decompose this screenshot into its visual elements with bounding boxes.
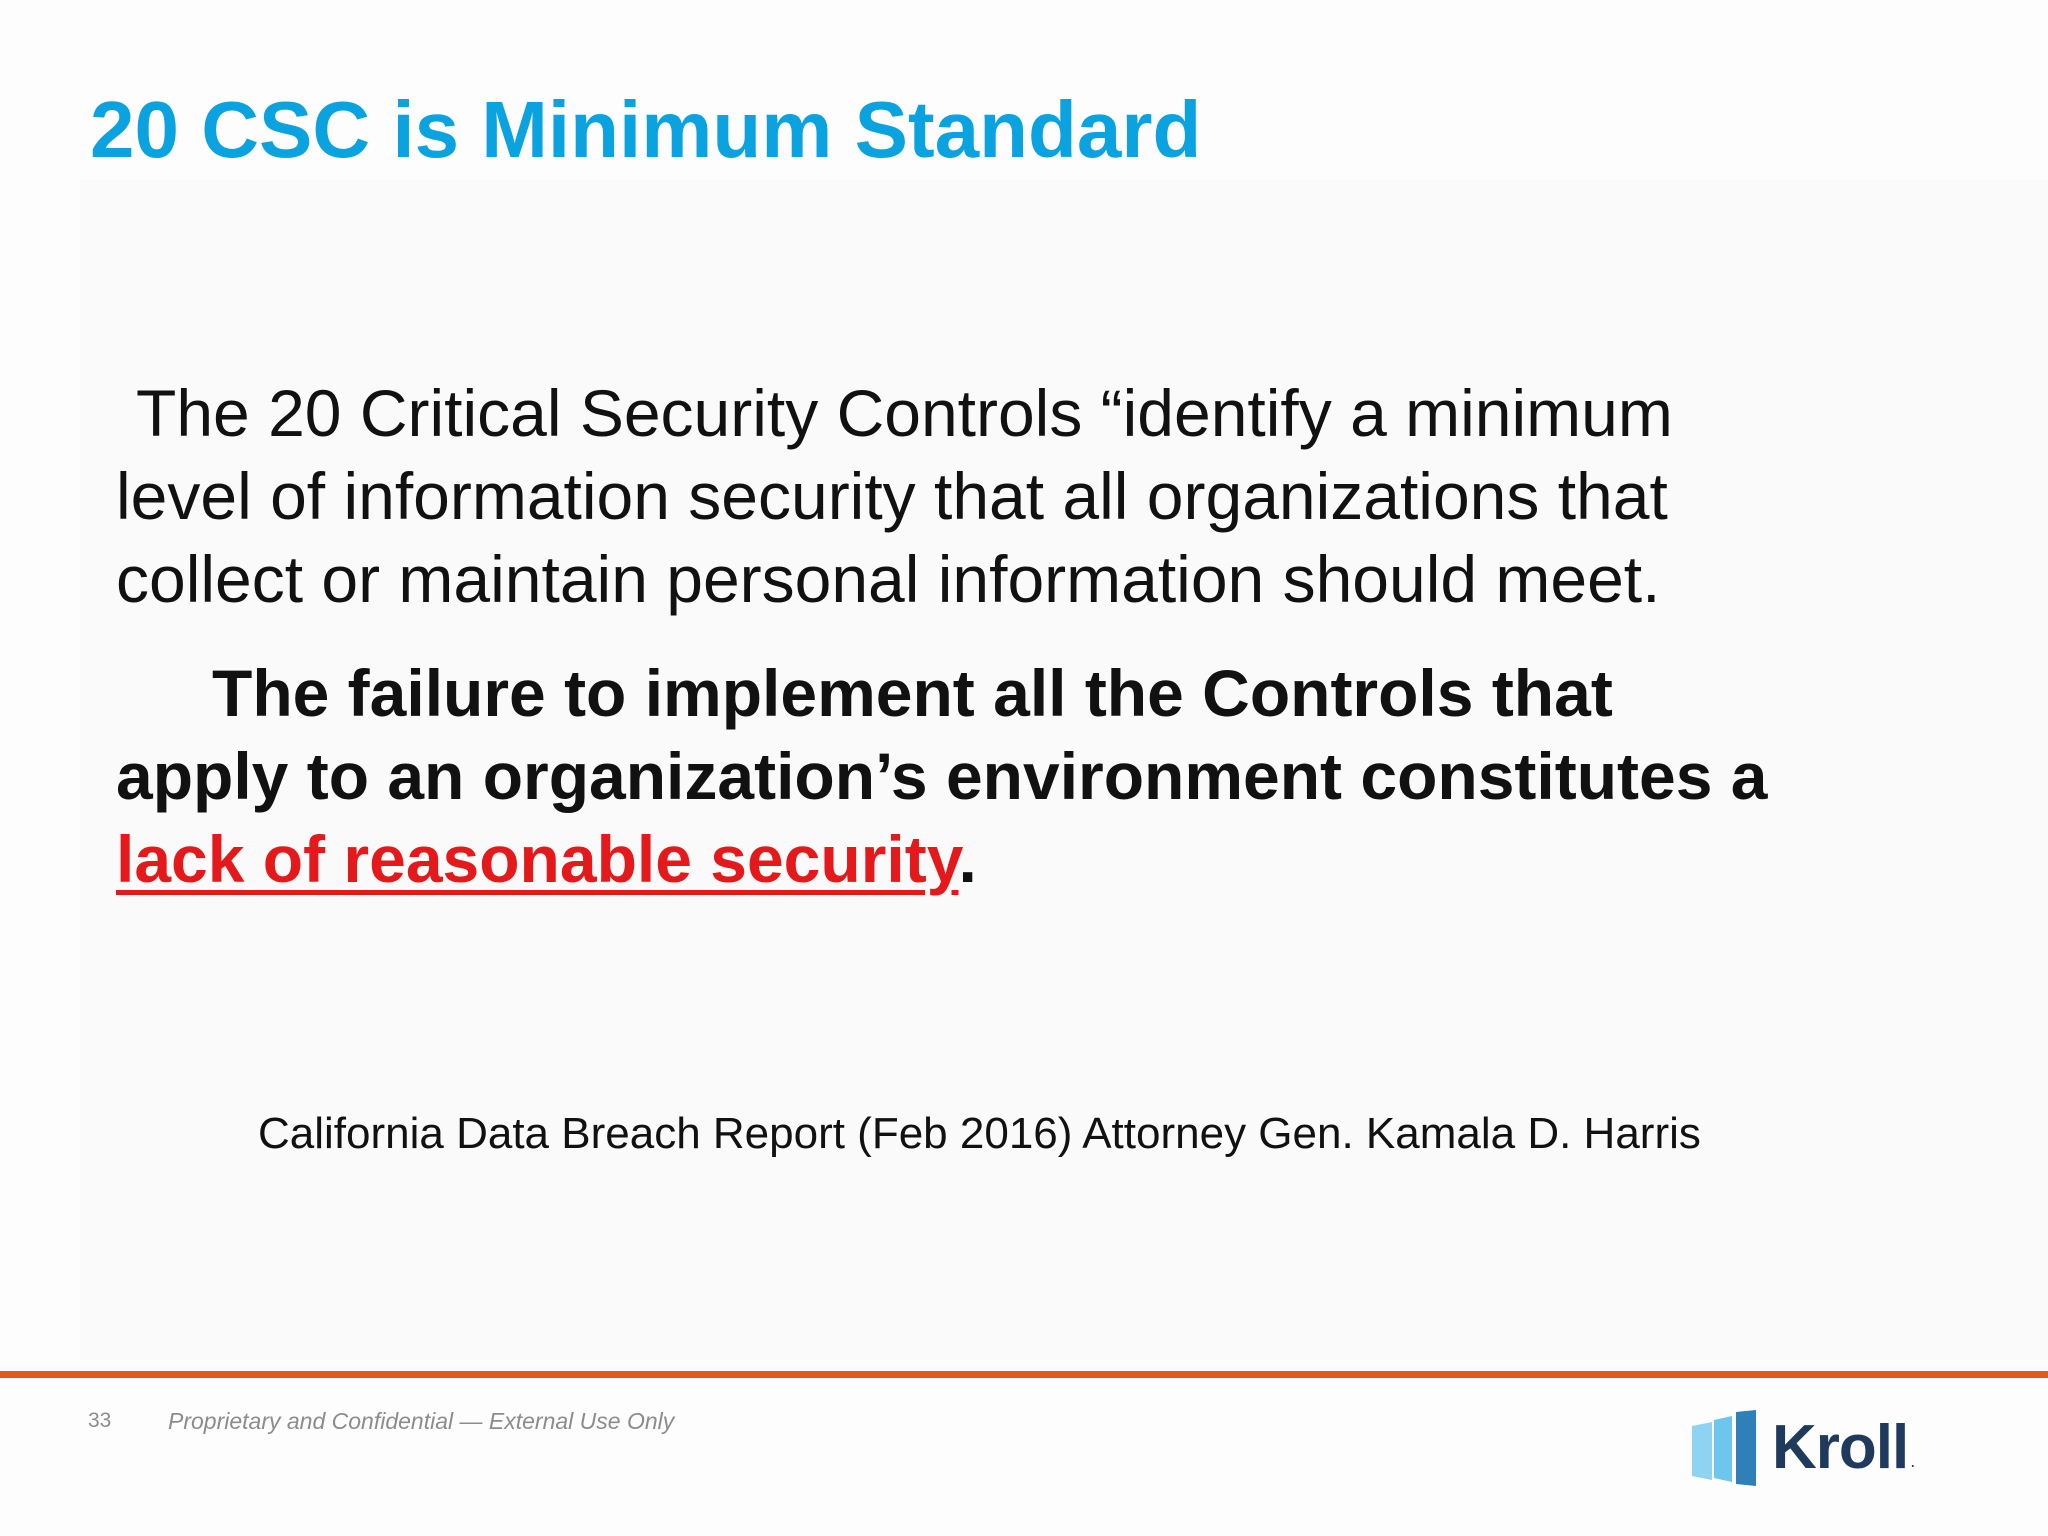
confidentiality-notice: Proprietary and Confidential — External Use Only (168, 1408, 675, 1434)
kroll-logo-icon (1690, 1410, 1760, 1486)
emphasis-line-last (116, 818, 1916, 901)
quote-line: The 20 Critical Security Controls “identify a minimum (136, 376, 1673, 450)
kroll-logo (1690, 1410, 1915, 1486)
quote-line: collect or maintain personal information should meet. (116, 542, 1661, 616)
slide-title: 20 CSC is Minimum Standard (90, 85, 1202, 174)
quote-line: level of information security that all organizations that (116, 459, 1668, 533)
highlighted-phrase: lack of reasonable security (116, 822, 959, 896)
quote-paragraph (116, 372, 1876, 621)
kroll-logo-text: Kroll (1772, 1413, 1909, 1482)
emphasis-line: apply to an organization’s environment constitutes a (116, 739, 1768, 813)
emphasis-line: The failure to implement all the Controls that (212, 656, 1613, 730)
sentence-period: . (958, 822, 977, 896)
page-number: 33 (88, 1409, 112, 1432)
kroll-logo-mark: . (1910, 1451, 1916, 1471)
footer-rule (0, 1371, 2048, 1378)
emphasis-paragraph (116, 652, 1916, 901)
citation: California Data Breach Report (Feb 2016) Attorney Gen. Kamala D. Harris (258, 1109, 1701, 1158)
